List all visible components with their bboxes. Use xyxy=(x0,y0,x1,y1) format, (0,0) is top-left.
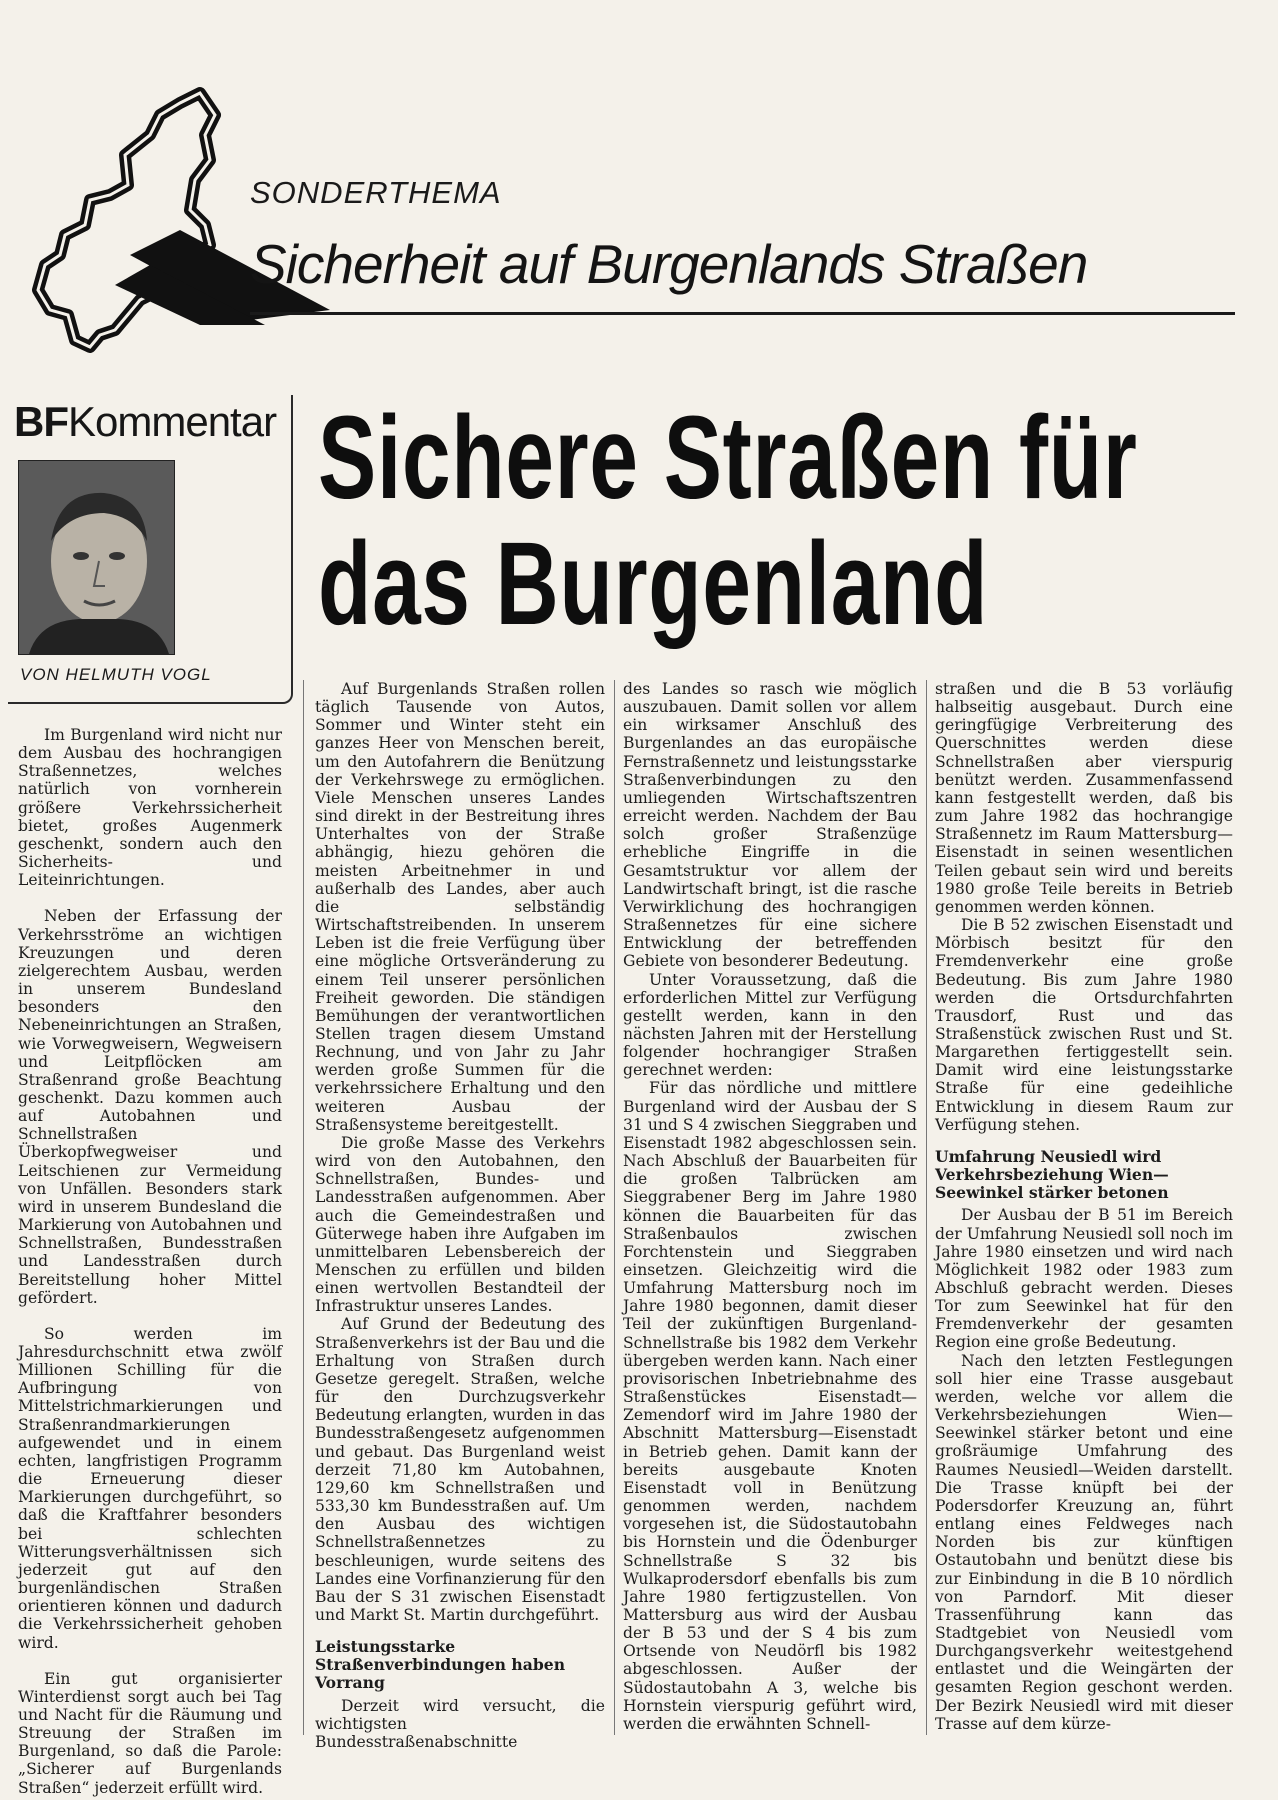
subheading: Leistungsstarke Straßenverbindungen haben Vorrang xyxy=(315,1637,566,1693)
paragraph: Für das nördliche und mittlere Burgenland wird der Ausbau der S 31 und S 4 zwischen Sieggraben und Eisenstadt 1982 abgeschlossen sein. Nach Abschluß der Bauarbeiten für die großen Talbrücken am Sieggrabener Berg im Jahre 1980 können die Bauarbeiten für das Straßenbaulos zwischen Forchtenstein und Sieggraben einsetzen. Gleichzeitig wird die Umfahrung Mattersburg noch im Jahre 1980 begonnen, damit dieser Teil der zukünftigen Burgenland-Schnellstraße bis 1982 dem Verkehr übergeben werden kann. Nach einer provisorischen Inbetriebnahme des Straßenstückes Eisenstadt—Zemendorf wird im Jahre 1980 der Abschnitt Mattersburg—Eisenstadt in Betrieb gehen. Damit kann der bereits ausgebaute Knoten Eisenstadt voll in Benützung genommen werden, nachdem vorgesehen ist, die Südostautobahn bis Hornstein und die Ödenburger Schnellstraße S 32 bis Wulkaprodersdorf ebenfalls bis zum Jahre 1980 fertigzustellen. Von Mattersburg aus wird der Ausbau der B 53 und der S 4 bis zum Ortsende von Neudörfl bis 1982 abgeschlossen. Außer der Südostautobahn A 3, welche bis Hornstein vierspurig geführt wird, werden die erwähnten Schnell- xyxy=(623,1079,917,1733)
paragraph: Im Burgenland wird nicht nur dem Ausbau des hochrangigen Straßennetzes, welches natürlich von vornherein größere Verkehrssicherheit bietet, großes Augenmerk geschenkt, sondern auch den Sicherheits- und Leiteinrichtungen. xyxy=(18,726,282,890)
author-byline: VON HELMUTH VOGL xyxy=(20,665,212,684)
author-portrait xyxy=(18,460,175,655)
column-divider xyxy=(926,680,927,1735)
column-divider xyxy=(303,680,304,1735)
main-headline-line2: das Burgenland xyxy=(318,518,989,650)
paragraph: Auf Grund der Bedeutung des Straßenverkehrs ist der Bau und die Erhaltung von Straßen durch Gesetze geregelt. Straßen, welche für den Durchzugsverkehr Bedeutung erlangten, wurden in das Bundesstraßengesetz aufgenommen und gebaut. Das Burgenland weist derzeit 71,80 km Autobahnen, 129,60 km Schnellstraßen und 533,30 km Bundesstraßen auf. Um den Ausbau des wichtigen Schnellstraßennetzes zu beschleunigen, wurde seitens des Landes eine Vorfinanzierung für den Bau der S 31 zwischen Eisenstadt und Markt St. Martin durchgeführt. xyxy=(315,1315,605,1624)
column-1 xyxy=(18,726,282,1797)
subheading: Umfahrung Neusiedl wird Verkehrsbeziehung Wien—Seewinkel stärker betonen xyxy=(935,1146,1169,1203)
portrait-drawing xyxy=(19,461,174,654)
paragraph: Auf Burgenlands Straßen rollen täglich Tausende von Autos, Sommer und Winter steht ein ganzes Heer von Menschen bereit, um den Autofahrern die Benützung der Verkehrswege zu ermöglichen. Viele Menschen unseres Landes sind direkt in der Bestreitung ihres Unterhaltes von der Straße abhängig, hiezu gehören die meisten Arbeitnehmer in und außerhalb des Landes, aber auch die selbständig Wirtschaftstreibenden. In unserem Leben ist die freie Verfügung über eine mögliche Ortsveränderung zu einem Teil unserer persönlichen Freiheit geworden. Die ständigen Bemühungen der verantwortlichen Stellen tragen diesem Umstand Rechnung, und von Jahr zu Jahr werden große Summen für die verkehrssichere Erhaltung und den weiteren Ausbau der Straßensysteme bereitgestellt. xyxy=(315,680,605,1134)
paragraph: des Landes so rasch wie möglich auszubauen. Damit sollen vor allem ein wirksamer Anschluß des Burgenlandes an das europäische Fernstraßennetz und leistungsstarke Straßenverbindungen zu den umliegenden Wirtschaftszentren erreicht werden. Nachdem der Bau solch großer Straßenzüge erhebliche Eingriffe in die Gesamtstruktur vor allem der Landwirtschaft bringt, ist die rasche Verwirklichung des hochrangigen Straßennetzes für eine sichere Entwicklung der betreffenden Gebiete von besonderer Bedeutung. xyxy=(623,680,917,971)
paragraph: Unter Voraussetzung, daß die erforderlichen Mittel zur Verfügung gestellt werden, kann in den nächsten Jahren mit der Herstellung folgender hochrangiger Straßen gerechnet werden: xyxy=(623,970,917,1080)
column-4 xyxy=(935,680,1233,1733)
paragraph: Derzeit wird versucht, die wichtigsten Bundesstraßenabschnitte xyxy=(315,1696,605,1751)
paragraph: Die große Masse des Verkehrs wird von den Autobahnen, den Schnellstraßen, Bundes- und Landesstraßen aufgenommen. Aber auch die Gemeindestraßen und Güterwege haben ihre Aufgaben im unmittelbaren Lebensbereich der Menschen zu erfüllen und bilden einen wertvollen Bestandteil der Infrastruktur unseres Landes. xyxy=(315,1133,605,1316)
main-headline xyxy=(318,392,1138,650)
paragraph: straßen und die B 53 vorläufig halbseitig ausgebaut. Durch eine geringfügige Verbreiterung des Querschnittes werden diese Schnellstraßen aber vierspurig benützt werden. Zusammenfassend kann festgestellt werden, daß bis zum Jahre 1982 das hochrangige Straßennetz im Raum Mattersburg—Eisenstadt in seinen wesentlichen Teilen gebaut sein wird und bereits 1980 große Teile bereits in Betrieb genommen werden können. xyxy=(935,680,1233,916)
paragraph: Die B 52 zwischen Eisenstadt und Mörbisch besitzt für den Fremdenverkehr eine große Bedeutung. Bis zum Jahre 1980 werden die Ortsdurchfahrten Trausdorf, Rust und das Straßenstück zwischen Rust und St. Margarethen fertiggestellt sein. Damit wird eine leistungsstarke Straße für eine gedeihliche Entwicklung in diesem Raum zur Verfügung stehen. xyxy=(935,916,1233,1134)
column-divider xyxy=(614,680,615,1735)
paragraph: So werden im Jahresdurchschnitt etwa zwölf Millionen Schilling für die Aufbringung von Mittelstrichmarkierungen und Straßenrandmarkierungen aufgewendet und in einem echten, langfristigen Programm die Erneuerung dieser Markierungen durchgeführt, so daß die Kraftfahrer besonders bei schlechten Witterungsverhältnissen sich jederzeit gut auf den burgenländischen Straßen orientieren können und dadurch die Verkehrssicherheit gehoben wird. xyxy=(18,1324,282,1652)
column-3 xyxy=(623,680,917,1733)
paragraph: Der Ausbau der B 51 im Bereich der Umfahrung Neusiedl soll noch im Jahre 1980 einsetzen und wird nach Möglichkeit 1982 oder 1983 zum Abschluß gebracht werden. Dieses Tor zum Seewinkel hat für den Fremdenverkehr der gesamten Region eine große Bedeutung. xyxy=(935,1206,1233,1352)
kommentar-prefix: BF xyxy=(14,398,68,445)
column-2 xyxy=(315,680,605,1751)
header-rule xyxy=(250,312,1235,315)
kommentar-word: Kommentar xyxy=(68,398,277,445)
paragraph: Neben der Erfassung der Verkehrsströme an wichtigen Kreuzungen und deren zielgerechtem Ausbau, werden in unserem Bundesland besonders den Nebeneinrichtungen an Straßen, wie Vorwegweisern, Wegweisern und Leitpflöcken am Straßenrand große Beachtung geschenkt. Dazu kommen auch auf Autobahnen und Schnellstraßen Überkopfwegweiser und Leitschienen zur Vermeidung von Unfällen. Besonders stark wird in unserem Bundesland die Markierung von Autobahnen und Schnellstraßen, Bundesstraßen und Landesstraßen durch Bereitstellung hoher Mittel gefördert. xyxy=(18,907,282,1307)
paragraph: Nach den letzten Festlegungen soll hier eine Trasse ausgebaut werden, welche vor allem die Verkehrsbeziehungen Wien—Seewinkel stärker betont und eine großräumige Umfahrung des Raumes Neusiedl—Weiden darstellt. Die Trasse knüpft bei der Podersdorfer Kreuzung an, führt entlang eines Feldweges nach Norden bis zur künftigen Ostautobahn und benützt diese bis zur Einbindung in die B 10 nördlich von Parndorf. Mit dieser Trassenführung kann das Stadtgebiet von Neusiedl vom Durchgangsverkehr weitestgehend entlastet und die Weingärten der gesamten Region geschont werden. Der Bezirk Neusiedl wird mit dieser Trasse auf dem kürze- xyxy=(935,1351,1233,1733)
section-label: SONDERTHEMA xyxy=(250,175,502,210)
main-headline-line1: Sichere Straßen für xyxy=(318,392,1138,524)
section-headline: Sicherheit auf Burgenlands Straßen xyxy=(250,233,1088,295)
kommentar-title xyxy=(14,398,276,446)
paragraph: Ein gut organisierter Winterdienst sorgt auch bei Tag und Nacht für die Räumung und Streuung der Straßen im Burgenland, so daß die Parole: „Sicherer auf Burgenlands Straßen“ jederzeit erfüllt wird. xyxy=(18,1669,282,1797)
